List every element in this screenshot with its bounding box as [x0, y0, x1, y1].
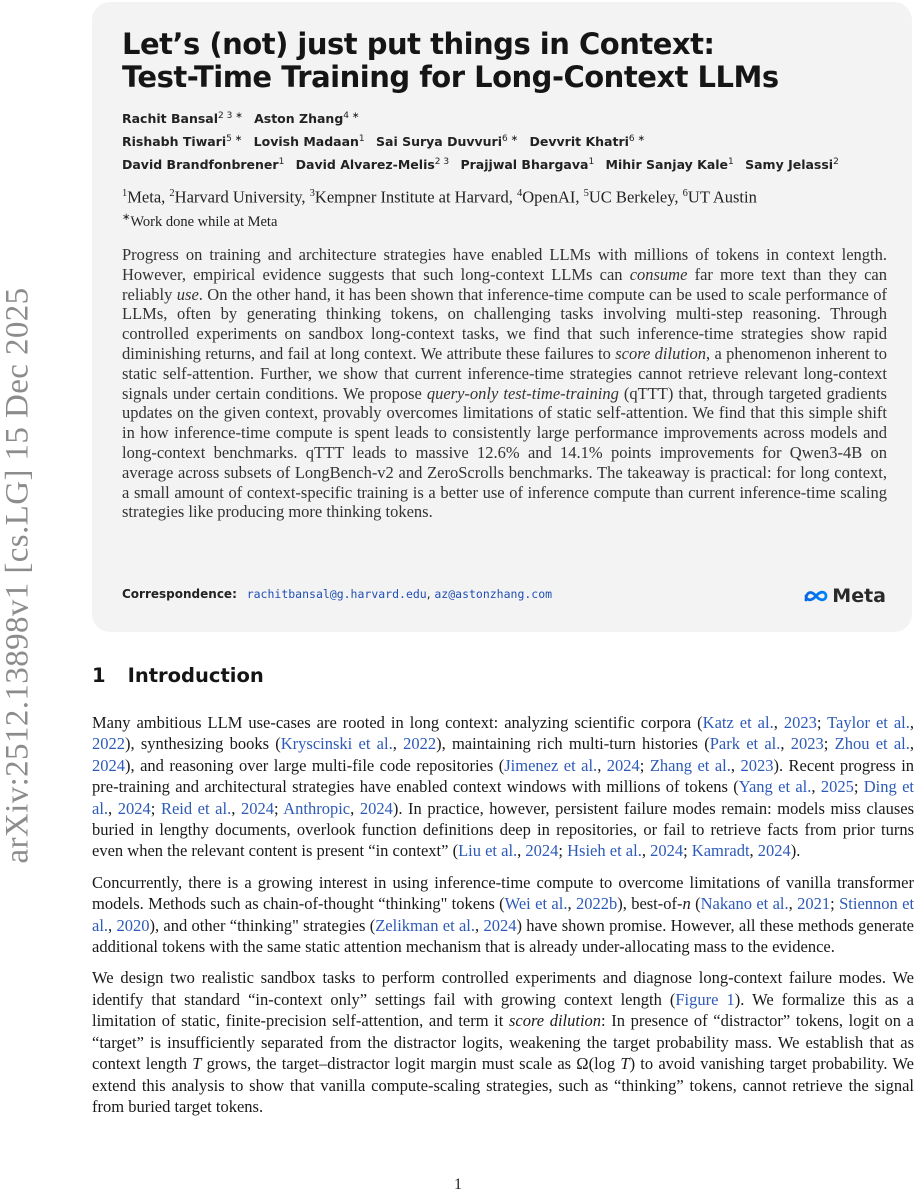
affiliations: $^1$Meta, $^2$Harvard University, $^3$Kempner Institute at Harvard, $^4$OpenAI, $^5$UC Berkeley, $^6$UT Austin: [122, 187, 757, 207]
text-run: ,: [909, 713, 914, 732]
body-text: [92, 712, 914, 1127]
citation-link[interactable]: 2024: [757, 841, 791, 861]
citation-link[interactable]: Stiennon et al.: [92, 894, 915, 935]
section-number: 1: [92, 664, 106, 687]
author: Rishabh Tiwari$^{5 ∗}$: [122, 134, 243, 150]
header-panel: [92, 2, 912, 632]
text-run: grows, the target–distractor logit margin must scale as Ω(log: [201, 1054, 621, 1074]
text-run: : In presence of “distractor” tokens, logit on a “target” is insufficiently separated from the distractor logits, weakening the target probability mass. We establish that as context length: [92, 1011, 914, 1074]
citation-link[interactable]: Yang et al.: [738, 777, 812, 797]
text-run: ), and other “thinking" strategies (: [149, 915, 376, 935]
citation-link[interactable]: 2022b: [575, 894, 618, 914]
citation-link[interactable]: 2023: [740, 755, 774, 775]
citation-link[interactable]: 2024: [92, 755, 125, 775]
text-run: ;: [150, 798, 161, 818]
text-run: ,: [749, 841, 758, 861]
text-run: ,: [641, 841, 651, 861]
citation-link[interactable]: Nakano et al.: [700, 894, 789, 914]
citation-link[interactable]: Park et al.: [709, 734, 781, 754]
text-run: ,: [517, 841, 526, 861]
text-run: ;: [816, 713, 828, 732]
paragraph-3: [92, 967, 914, 1117]
citation-link[interactable]: Taylor et al.: [827, 713, 910, 732]
citation-link[interactable]: Wei et al.: [504, 894, 568, 914]
citation-link[interactable]: 2024: [483, 915, 517, 935]
citation-link[interactable]: Zhou et al.: [834, 734, 910, 754]
citation-link[interactable]: Jimenez et al.: [504, 755, 598, 775]
text-run: ,: [392, 734, 404, 754]
citation-link[interactable]: 2022: [403, 734, 437, 754]
citation-link[interactable]: 2023: [783, 713, 817, 732]
text-run: ,: [773, 713, 784, 732]
page-number: 1: [454, 1176, 462, 1193]
citation-link[interactable]: Liu et al.: [458, 841, 518, 861]
citation-link[interactable]: 2023: [790, 734, 824, 754]
citation-link[interactable]: 2024: [650, 841, 684, 861]
author: Sai Surya Duvvuri$^{6 ∗}$: [376, 134, 519, 150]
citation-link[interactable]: 2024: [525, 841, 559, 861]
emphasis-text: n: [682, 894, 691, 914]
email-link-1[interactable]: rachitbansal@g.harvard.edu: [246, 587, 427, 601]
author: Mihir Sanjay Kale$^1$: [605, 157, 734, 173]
text-run: ;: [639, 755, 650, 775]
citation-link[interactable]: 2024: [117, 798, 151, 818]
meta-logo-text: Meta: [832, 585, 886, 607]
meta-logo: [803, 585, 886, 607]
text-run: (: [690, 894, 701, 914]
citation-link[interactable]: 2020: [116, 915, 150, 935]
paragraph-1: [92, 712, 914, 862]
section-heading: [92, 664, 264, 687]
text-run: ,: [730, 755, 741, 775]
text-run: ), maintaining rich multi-turn histories (: [436, 734, 710, 754]
text-run: ).: [790, 841, 801, 861]
text-run: ), and reasoning over large multi-file code repositories (: [125, 755, 505, 775]
text-run: ,: [475, 915, 484, 935]
text-run: ;: [273, 798, 284, 818]
text-run: ;: [830, 894, 840, 914]
emphasis-text: T: [620, 1054, 630, 1074]
text-run: ) have shown promise. However, all these methods generate additional tokens with the same static attention mechanism that is already under-allocating mass to the evidence.: [92, 915, 915, 957]
text-run: ,: [909, 734, 915, 754]
text-run: ,: [108, 915, 117, 935]
text-run: We design two realistic sandbox tasks to perform controlled experiments and diagnose long-context failure modes. We identify that standard “in-context only” settings fail with growing context length (: [92, 968, 914, 1009]
author: David Alvarez-Melis$^{2 3}$: [295, 157, 450, 173]
text-run: ,: [567, 894, 576, 914]
text-run: ), synthesizing books (: [125, 734, 281, 754]
author-row-2: [122, 129, 882, 152]
author: Rachit Bansal$^{2 3 ∗}$: [122, 111, 243, 127]
author-row-1: [122, 106, 882, 129]
citation-link[interactable]: Katz et al.: [702, 713, 774, 732]
emphasis-text: score dilution: [508, 1011, 602, 1031]
email-link-2[interactable]: az@astonzhang.com: [434, 587, 553, 601]
text-run: ). In practice, however, persistent failure modes remain: models miss clauses buried in lengthy documents, overlook function definitions deep in repositories, or fail to retrieve facts from prior turns even when the relevant content is present “in context” (: [92, 798, 914, 861]
text-run: Concurrently, there is a growing interest in using inference-time compute to overcome limitations of vanilla transformer models. Methods such as chain-of-thought “thinking" tokens (: [92, 872, 914, 914]
citation-link[interactable]: Ding et al.: [92, 777, 914, 818]
correspondence: Correspondence: rachitbansal@g.harvard.edu, az@astonzhang.com: [122, 587, 553, 601]
text-run: ,: [231, 798, 241, 818]
author-note: ∗Work done while at Meta: [122, 211, 278, 230]
author: Lovish Madaan$^1$: [253, 134, 365, 150]
author: Prajjwal Bhargava$^1$: [460, 157, 595, 173]
paper-title: [122, 28, 882, 94]
arxiv-sidebar-stamp: [2, 265, 34, 885]
author-row-3: [122, 152, 882, 175]
text-run: ;: [683, 841, 692, 861]
citation-link[interactable]: 2025: [820, 777, 854, 797]
correspondence-label: Correspondence:: [122, 587, 237, 601]
paragraph-2: [92, 872, 914, 958]
author: Aston Zhang$^{4 ∗}$: [254, 111, 360, 127]
meta-infinity-icon: [803, 588, 829, 604]
author-list: [122, 106, 882, 175]
citation-link[interactable]: Kryscinski et al.: [280, 734, 393, 754]
title-line-1: Let’s (not) just put things in Context:: [122, 27, 715, 61]
text-run: ;: [853, 777, 864, 797]
text-run: Many ambitious LLM use-cases are rooted in long context: analyzing scientific corpora (: [92, 713, 703, 732]
abstract: Progress on training and architecture strategies have enabled LLMs with millions of tokens in context length. However, empirical evidence suggests that such long-context LLMs can consume far more text than they can reliably use. On the other hand, it has been shown that inference-time compute can be used to scale performance of LLMs, often by generating thinking tokens, on challenging tasks involving multi-step reasoning. Through controlled experiments on sandbox long-context tasks, we find that such inference-time strategies show rapid diminishing returns, and fail at long context. We attribute these failures to score dilution, a phenomenon inherent to static self-attention. Further, we show that current inference-time strategies cannot retrieve relevant long-context signals under certain conditions. We propose query-only test-time-training (qTTT) that, through targeted gradients updates on the given context, provably overcomes limitations of static self-attention. We find that this simple shift in how inference-time compute is spent leads to consistently large performance improvements across models and long-context benchmarks. qTTT leads to massive 12.6% and 14.1% points improvements for Qwen3-4B on average across subsets of LongBench-v2 and ZeroScrolls benchmarks. The takeaway is practical: for long context, a small amount of context-specific training is a better use of inference compute than current inference-time scaling strategies like producing more thinking tokens.: [122, 245, 888, 522]
text-run: ,: [780, 734, 791, 754]
citation-link[interactable]: Reid et al.: [160, 798, 232, 818]
text-run: ,: [788, 894, 798, 914]
text-run: ,: [108, 798, 118, 818]
section-title: Introduction: [127, 664, 264, 687]
emphasis-text: T: [192, 1054, 202, 1074]
citation-link[interactable]: 2022: [92, 734, 125, 754]
arxiv-identifier: arXiv:2512.13898v1 [cs.LG] 15 Dec 2025: [0, 286, 36, 864]
citation-link[interactable]: 2021: [797, 894, 831, 914]
author: Samy Jelassi$^2$: [745, 157, 839, 173]
citation-link[interactable]: Anthropic: [283, 798, 351, 818]
citation-link[interactable]: 2024: [606, 755, 640, 775]
text-run: ) to avoid vanishing target probability. We extend this analysis to show that vanilla compute-scaling strategies, such as “thinking” tokens, cannot retrieve the signal from buried target tokens.: [92, 1054, 915, 1116]
text-run: ), best-of-: [617, 894, 683, 914]
citation-link[interactable]: 2024: [359, 798, 393, 818]
text-run: ). Recent progress in pre-training and architectural strategies have enabled context windows with millions of tokens (: [92, 755, 915, 797]
text-run: ,: [350, 798, 360, 818]
text-run: ;: [823, 734, 835, 754]
text-run: ,: [597, 755, 607, 775]
text-run: ). We formalize this as a limitation of static, finite-precision self-attention, and term it: [92, 989, 914, 1031]
title-line-2: Test-Time Training for Long-Context LLMs: [122, 60, 779, 94]
citation-link[interactable]: 2024: [240, 798, 274, 818]
citation-link[interactable]: Kamradt: [691, 841, 750, 861]
citation-link[interactable]: Zelikman et al.: [375, 915, 475, 935]
citation-link[interactable]: Figure 1: [675, 989, 735, 1009]
author: Devvrit Khatri$^{6 ∗}$: [529, 134, 646, 150]
text-run: ;: [558, 841, 568, 861]
citation-link[interactable]: Hsieh et al.: [567, 841, 642, 861]
author: David Brandfonbrener$^1$: [122, 157, 285, 173]
citation-link[interactable]: Zhang et al.: [649, 755, 731, 775]
text-run: ,: [811, 777, 821, 797]
